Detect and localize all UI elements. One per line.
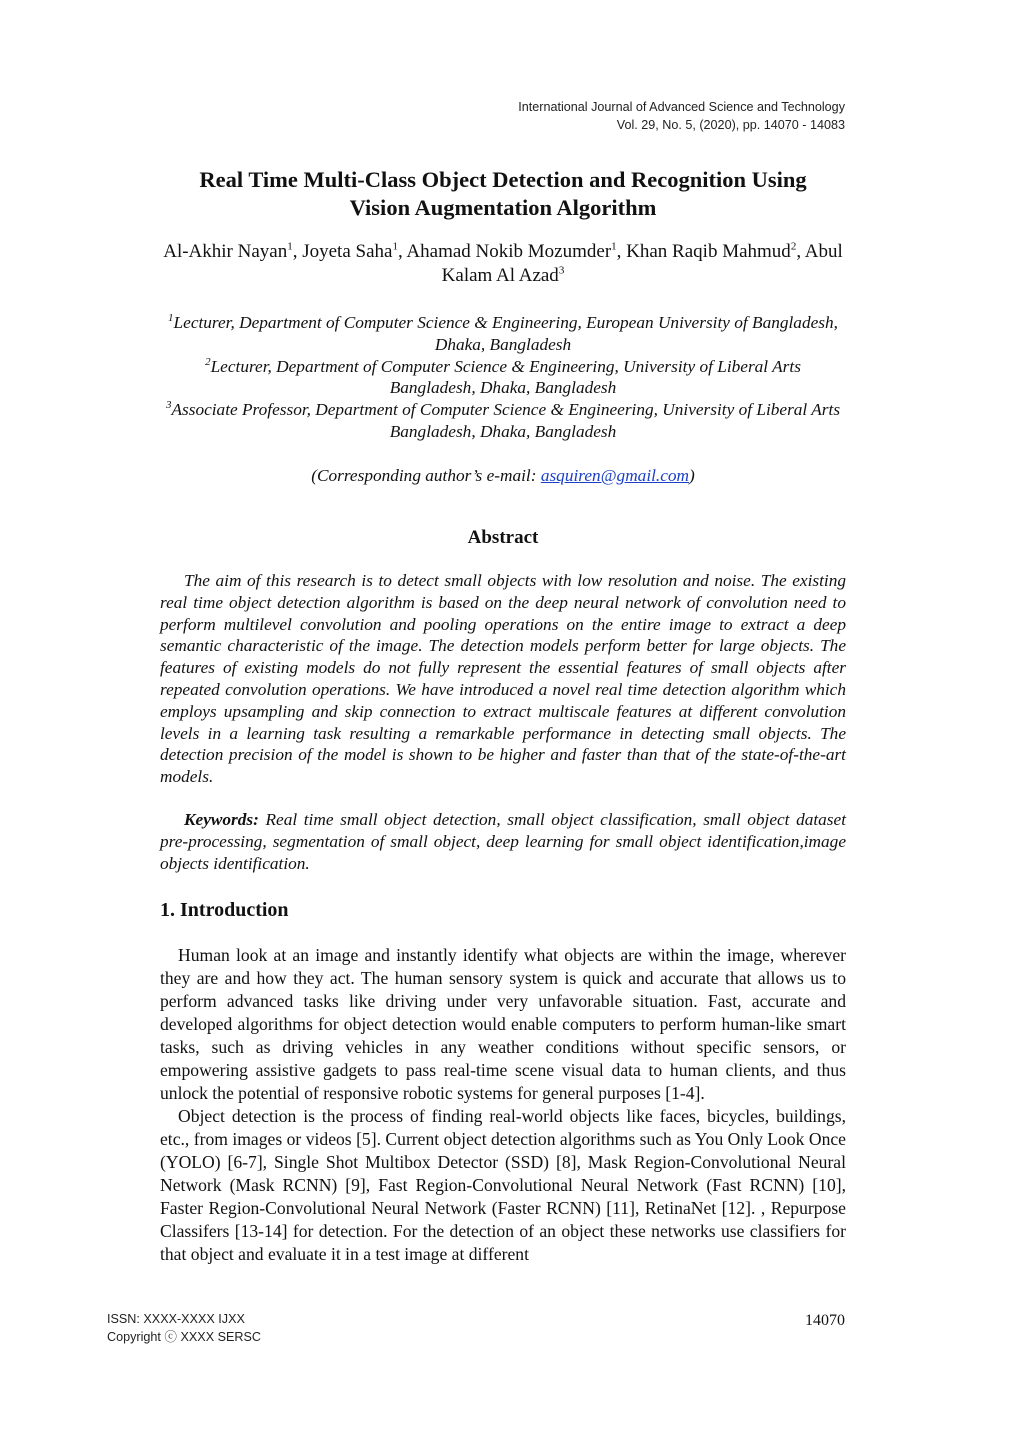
email-link[interactable]: asquiren@gmail.com [540,466,690,485]
author: Ahamad Nokib Mozumder [406,241,612,262]
corresponding-author [160,465,846,487]
keywords-label: Keywords: [184,810,259,829]
keywords-text: Real time small object detection, small object classification, small object dataset pre-processing, segmentation of small object, deep learning for small object identification,image objects identification. [160,810,846,873]
author: Abul Kalam Al Azad [441,241,843,286]
affiliation-mark: 1 [392,240,398,253]
footer-left [107,1310,261,1346]
issn: ISSN: XXXX-XXXX IJXX [107,1312,245,1326]
copyright: Copyright ⓒ XXXX SERSC [107,1330,261,1344]
affiliation-text: Lecturer, Department of Computer Science & Engineering, University of Liberal Arts Bangladesh, Dhaka, Bangladesh [210,356,801,398]
author: Khan Raqib Mahmud [626,241,791,262]
affiliation-number: 2 [205,355,211,368]
title-line: Real Time Multi-Class Object Detection and Recognition Using [199,167,807,192]
page-number: 14070 [805,1312,845,1329]
section-heading: 1. Introduction [160,899,289,921]
affiliation-mark: 2 [790,240,797,253]
paragraph: Object detection is the process of finding real-world objects like faces, bicycles, buildings, etc., from images or videos [5]. Current object detection algorithms such as You Only Look Once (YOLO) [6-7], Single Shot Multibox Detector (SSD) [8], Mask Region-Convolutional Neural Network (Mask RCNN) [9], Fast Region-Convolutional Neural Network (Fast RCNN) [10], Faster Region-Convolutional Neural Network (Faster RCNN) [11], RetinaNet [12]. , Repurpose Classifers [13-14] for detection. For the detection of an object these networks use classifiers for that object and evaluate it in a test image at different [160,1106,846,1264]
abstract-heading: Abstract [467,527,539,548]
paper-title [160,166,846,222]
running-header [518,98,845,134]
affiliation-number: 3 [165,399,172,412]
journal-name: International Journal of Advanced Science and Technology [518,100,845,114]
affiliation-mark: 1 [611,240,617,253]
author: Joyeta Saha [302,241,393,262]
paragraph: Human look at an image and instantly identify what objects are within the image, wherever they are and how they act. The human sensory system is quick and accurate that allows us to perform advanced tasks like driving under very unfavorable situation. Fast, accurate and developed algorithms for object detection would enable computers to perform human-like smart tasks, such as driving vehicles in any weather conditions without specific sensors, or empowering assistive gadgets to pass real-time scene visual data to human clients, and thus unlock the potential of responsive robotic systems for general purposes [1-4]. [160,945,846,1103]
keywords [160,809,846,874]
corresponding-suffix: ) [689,466,695,485]
introduction-body [160,944,846,1266]
abstract-text: The aim of this research is to detect small objects with low resolution and noise. The existing real time object detection algorithm is based on the deep neural network of convolution need to perform multilevel convolution and pooling operations on the entire image to extract a deep semantic characteristic of the image. The detection models perform better for large objects. The features of existing models do not fully represent the essential features of small objects after repeated convolution operations. We have introduced a novel real time detection algorithm which employs upsampling and skip connection to extract multiscale features at different convolution levels in a learning task resulting a remarkable performance in detecting small objects. The detection precision of the model is shown to be higher and faster than that of the state-of-the-art models. [160,571,846,787]
affiliation-text: Associate Professor, Department of Computer Science & Engineering, University of Liberal Arts Bangladesh, Dhaka, Bangladesh [171,400,841,441]
author: Al-Akhir Nayan [163,241,288,262]
volume-info: Vol. 29, No. 5, (2020), pp. 14070 - 14083 [616,118,845,132]
affiliation-mark: 1 [287,240,293,253]
title-line: Vision Augmentation Algorithm [349,195,657,220]
corresponding-label: (Corresponding author’s e-mail: [311,466,541,485]
affiliation [160,356,846,400]
affiliation-mark: 3 [558,264,565,277]
affiliation-number: 1 [168,312,174,325]
author-list: Al-Akhir Nayan$^1$, Joyeta Saha$^1$, Ahamad Nokib Mozumder$^1$, Khan Raqib Mahmud$^2$, Abul Kalam Al Azad$^3$ [163,240,843,286]
affiliation [160,312,846,356]
affiliations [160,312,846,443]
affiliation-text: Lecturer, Department of Computer Science & Engineering, European University of Bangladesh, Dhaka, Bangladesh [173,313,838,354]
affiliation [160,399,846,443]
